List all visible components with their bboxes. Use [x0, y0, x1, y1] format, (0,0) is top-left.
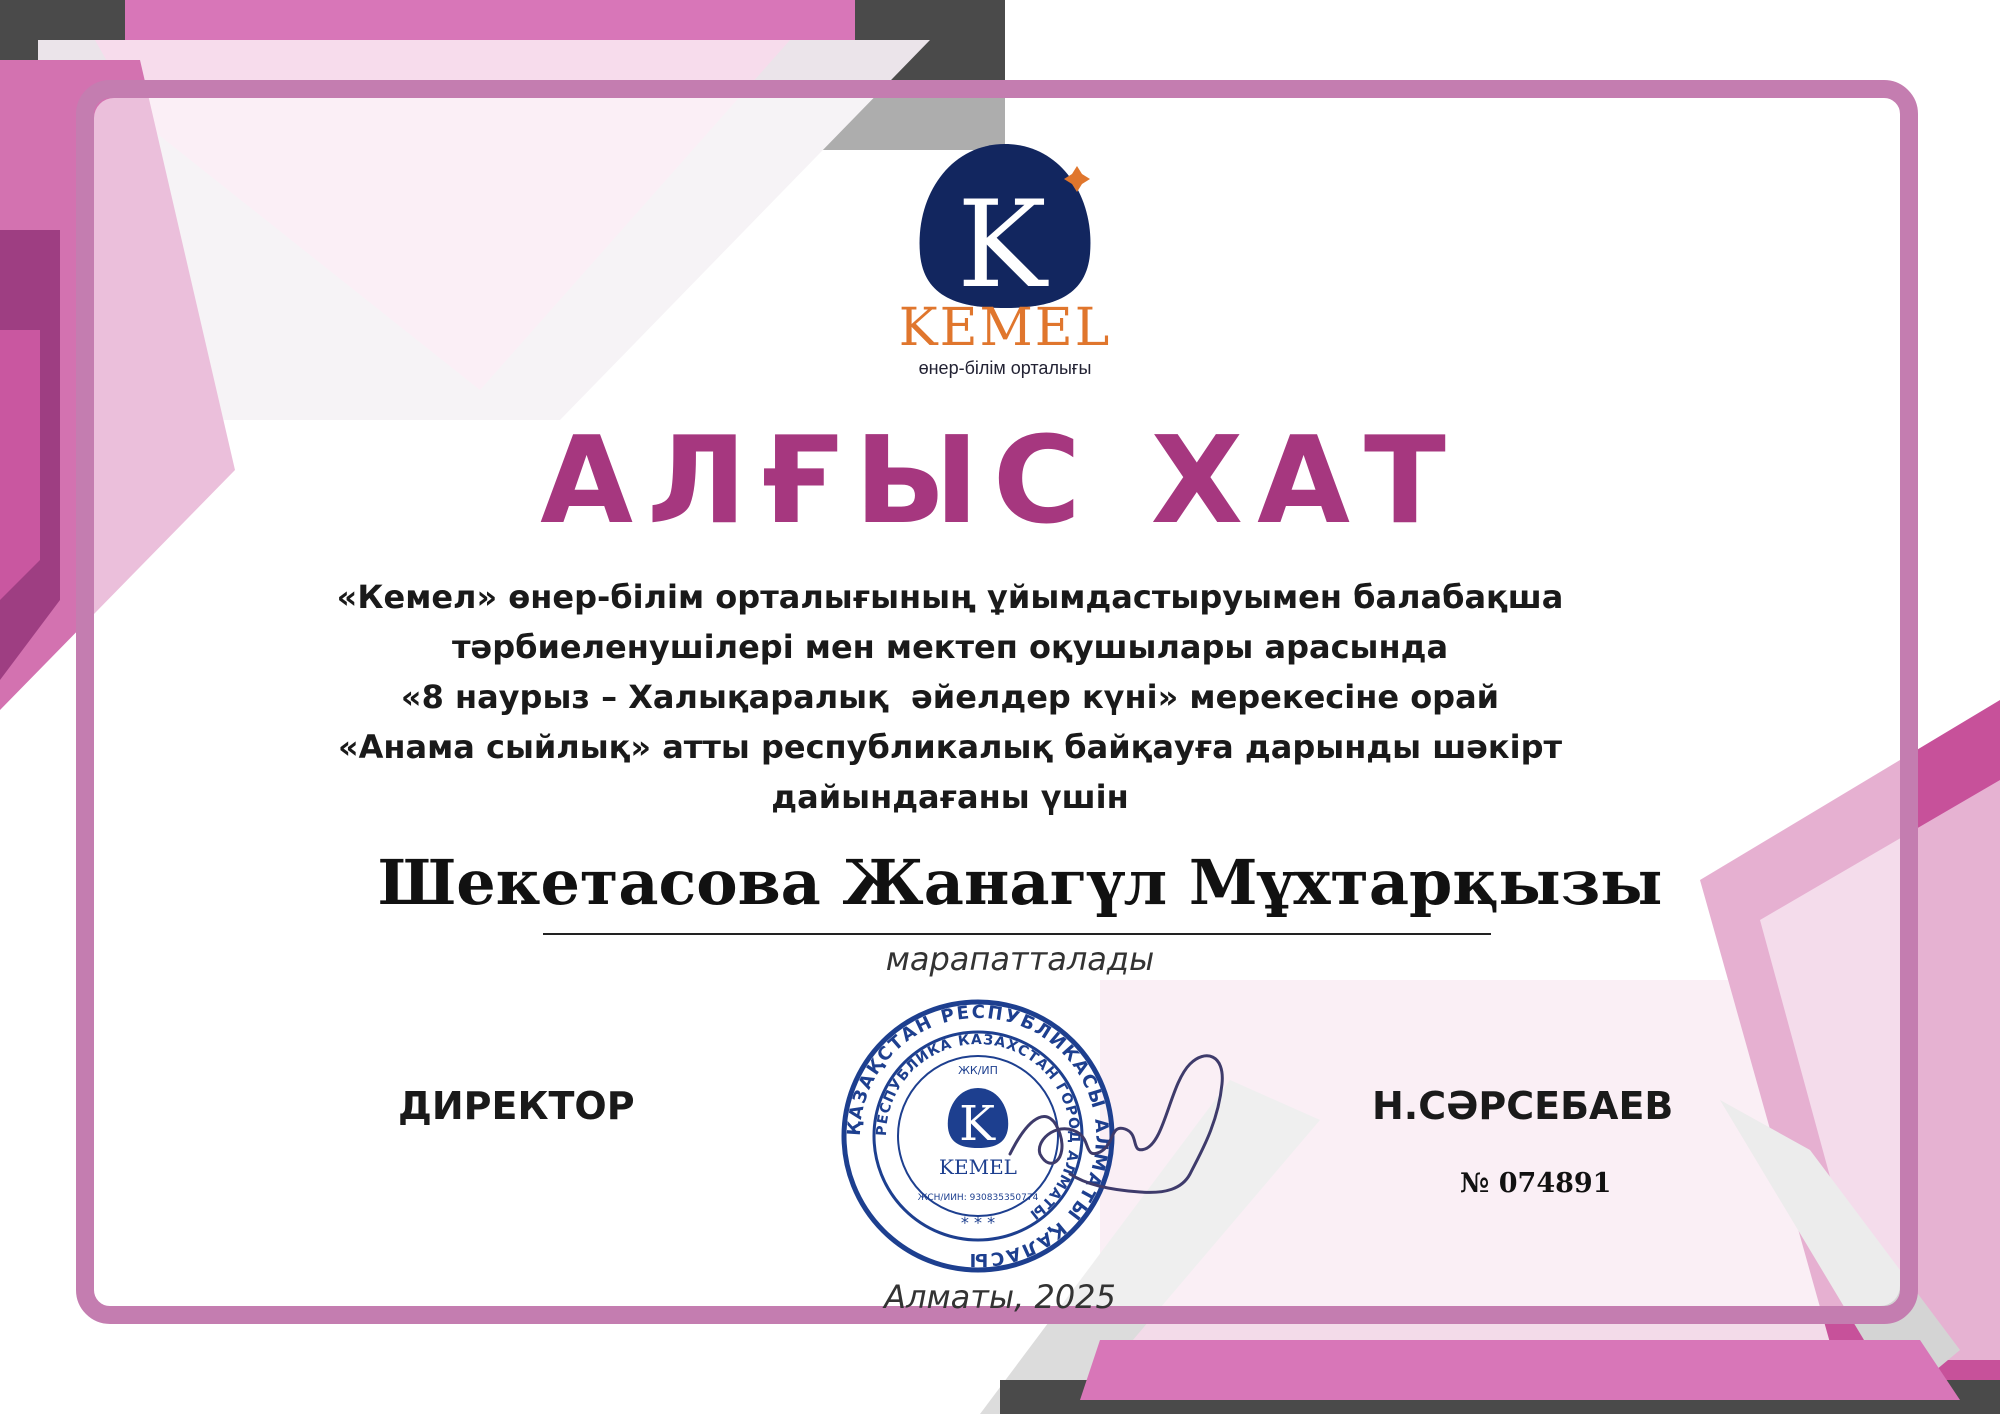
stamp-code: ЖК/ИП — [958, 1064, 998, 1077]
stamp-iin: ЖСН/ИИН: 930835350774 — [917, 1193, 1039, 1203]
body-line: «8 наурыз – Халықаралық әйелдер күні» мерекесіне орай — [400, 678, 1500, 716]
certificate-body — [230, 572, 1670, 822]
certificate-title: АЛҒЫС ХАТ — [540, 412, 1460, 551]
director-name: Н.СӘРСЕБАЕВ — [1372, 1084, 1674, 1128]
stamp-outer-text: ҚАЗАҚСТАН РЕСПУБЛИКАСЫ АЛМАТЫ ҚАЛАСЫ — [843, 1001, 1113, 1271]
body-line: «Кемел» өнер-білім орталығының ұйымдастыруымен балабақша — [336, 578, 1564, 616]
logo-letter: K — [957, 176, 1047, 315]
stamp-brand: KEMEL — [939, 1155, 1017, 1179]
awarded-text: марапатталады — [885, 940, 1155, 978]
logo-subtitle: өнер-білім орталығы — [918, 358, 1092, 378]
director-signature — [990, 1024, 1250, 1214]
logo-name: KEMEL — [898, 298, 1112, 358]
body-line: тәрбиеленушілері мен мектеп оқушылары арасында — [451, 628, 1449, 666]
certificate-number: № 074891 — [1460, 1168, 1612, 1199]
director-label: ДИРЕКТОР — [398, 1084, 635, 1128]
recipient-name: Шекетасова Жанагүл Мұхтарқызы — [377, 846, 1663, 919]
place-and-year: Алматы, 2025 — [884, 1278, 1116, 1316]
body-line: «Анама сыйлық» атты республикалық байқауға дарынды шәкірт — [337, 728, 1563, 766]
svg-text:K: K — [959, 1096, 995, 1152]
recipient-underline — [543, 933, 1491, 935]
svg-text:* * *: * * * — [960, 1213, 996, 1232]
stamp-inner-text: РЕСПУБЛИКА КАЗАХСТАН ГОРОД АЛМАТЫ — [873, 1031, 1083, 1223]
body-line: дайындағаны үшін — [771, 778, 1129, 816]
